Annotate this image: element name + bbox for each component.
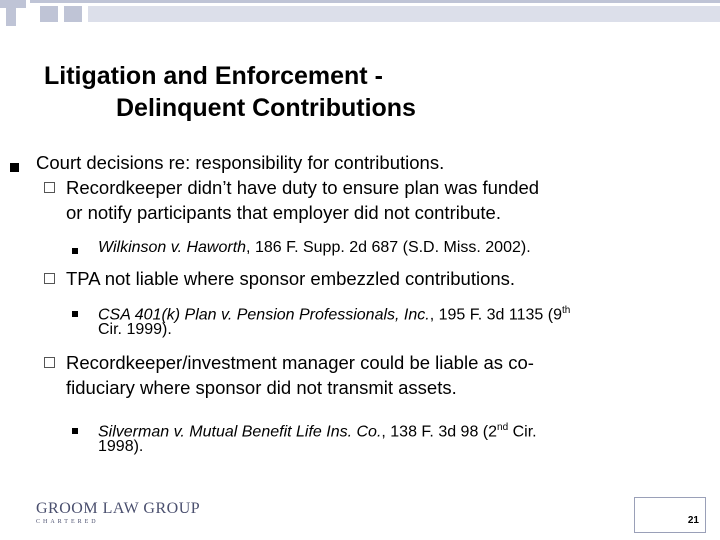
case-citation-line-2: 1998).	[98, 438, 144, 455]
sub3-line-2: fiduciary where sponsor did not transmit assets.	[66, 377, 457, 398]
logo-main-text: GROOM LAW GROUP	[36, 500, 201, 517]
case-cite: , 195 F. 3d 1135 (9	[429, 306, 562, 324]
sub1-line-1: Recordkeeper didn’t have duty to ensure plan was funded	[66, 177, 540, 198]
hollow-square-icon	[44, 357, 55, 368]
hollow-square-icon	[44, 182, 55, 193]
case-cite-2: Cir.	[508, 423, 537, 441]
title-line-2: Delinquent Contributions	[116, 94, 416, 122]
case-cite: , 186 F. Supp. 2d 687 (S.D. Miss. 2002).	[246, 239, 531, 256]
groom-law-group-logo	[36, 500, 200, 525]
sub2-text: TPA not liable where sponsor embezzled contributions.	[66, 268, 516, 289]
case-citation-line-2: Cir. 1999).	[98, 321, 172, 338]
slide-title	[44, 60, 684, 124]
case-sup: th	[561, 305, 571, 316]
case-name: CSA 401(k) Plan v. Pension Professionals, Inc.	[98, 306, 430, 324]
bullet-square-icon	[72, 248, 78, 254]
title-line-1: Litigation and Enforcement -	[44, 62, 383, 90]
logo-sub-text: CHARTERED	[36, 519, 99, 525]
case-citation	[98, 238, 531, 257]
case-name: Wilkinson v. Haworth	[98, 239, 247, 256]
case-name: Silverman v. Mutual Benefit Life Ins. Co.	[98, 423, 382, 441]
case-citation	[98, 418, 537, 441]
bullet-square-icon	[72, 311, 78, 317]
bullet-square-icon	[10, 163, 19, 172]
sub3-line-1: Recordkeeper/investment manager could be liable as co-	[66, 352, 534, 373]
decorative-grid	[0, 0, 720, 26]
sub1-line-2: or notify participants that employer did not contribute.	[66, 202, 501, 223]
bullet-square-icon	[72, 428, 78, 434]
hollow-square-icon	[44, 273, 55, 284]
page-number: 21	[687, 515, 699, 526]
case-sup: nd	[497, 422, 509, 433]
case-cite: , 138 F. 3d 98 (2	[381, 423, 498, 441]
point-1: Court decisions re: responsibility for contributions.	[36, 152, 445, 173]
page-number-box	[634, 497, 706, 533]
